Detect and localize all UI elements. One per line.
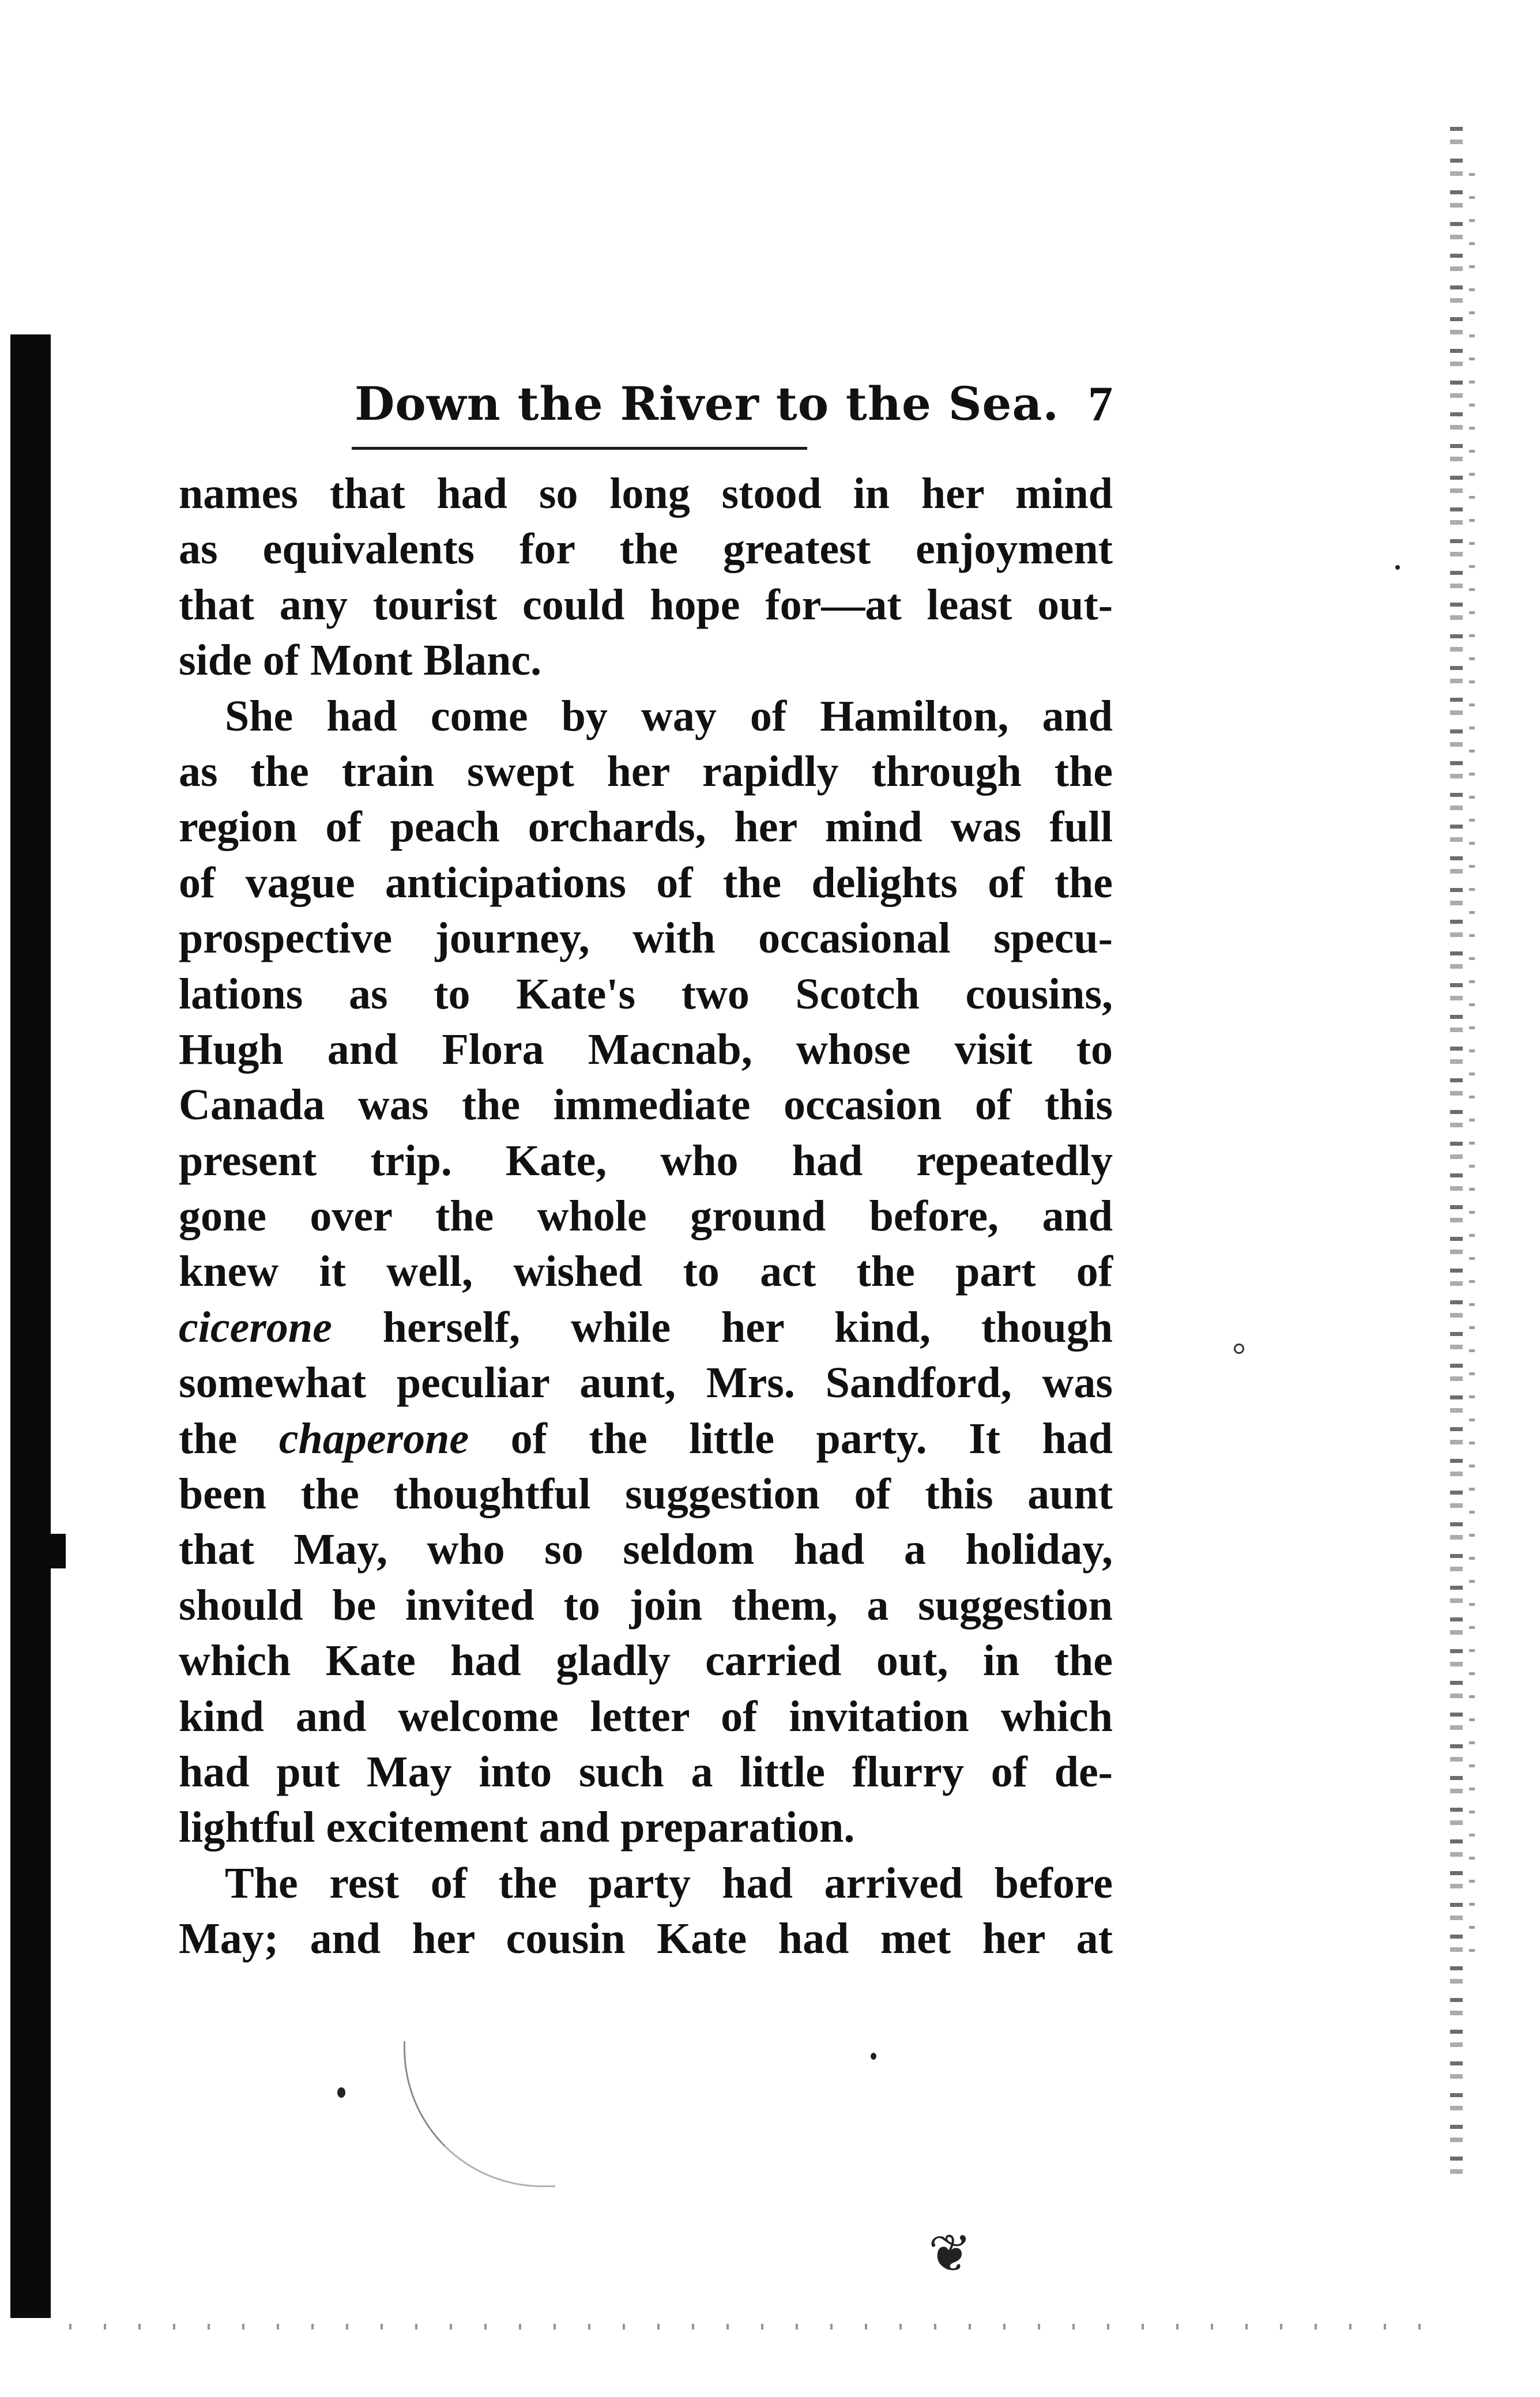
text-line: had put May into such a little flurry of de- <box>179 1747 1113 1796</box>
header-rule <box>352 447 807 450</box>
text-line-with-italic <box>179 1411 1113 1466</box>
text-fragment: herself, while her kind, though <box>382 1303 1113 1352</box>
footer-ornament: ❦ <box>928 2226 972 2283</box>
ink-speck <box>871 2053 876 2060</box>
page-number: 7 <box>1088 376 1113 431</box>
text-line: gone over the whole ground before, and <box>179 1192 1113 1241</box>
text-line: as equivalents for the greatest enjoyment <box>179 525 1113 574</box>
text-line: lightful excitement and preparation. <box>179 1803 855 1852</box>
text-line: of vague anticipations of the delights of the <box>179 858 1113 907</box>
text-line: The rest of the party had arrived before <box>225 1858 1113 1907</box>
text-line: present trip. Kate, who had repeatedly <box>179 1136 1113 1185</box>
text-line: that any tourist could hope for—at least out- <box>179 580 1113 629</box>
running-header <box>179 363 1113 444</box>
text-fragment: the <box>179 1414 238 1463</box>
text-line: which Kate had gladly carried out, in the <box>179 1636 1113 1685</box>
page-edge-marks-secondary <box>1469 173 1475 1961</box>
text-line: that May, who so seldom had a holiday, <box>179 1525 1113 1574</box>
text-fragment: of the little party. It had <box>510 1414 1113 1463</box>
text-line: Canada was the immediate occasion of this <box>179 1081 1113 1130</box>
text-line: May; and her cousin Kate had met her at <box>179 1914 1113 1963</box>
text-line: side of Mont Blanc. <box>179 636 542 685</box>
ink-speck <box>337 2087 345 2098</box>
italic-word: cicerone <box>179 1303 332 1352</box>
text-line: prospective journey, with occasional specu- <box>179 914 1113 963</box>
text-line: lations as to Kate's two Scotch cousins, <box>179 969 1113 1018</box>
ink-speck <box>1234 1344 1244 1354</box>
italic-word: chaperone <box>278 1414 469 1463</box>
text-line: kind and welcome letter of invitation which <box>179 1692 1113 1741</box>
ink-speck <box>1395 565 1400 570</box>
text-line: names that had so long stood in her mind <box>179 469 1113 518</box>
bottom-edge-marks <box>69 2324 1424 2330</box>
text-line: somewhat peculiar aunt, Mrs. Sandford, was <box>179 1359 1113 1408</box>
text-line: been the thoughtful suggestion of this aunt <box>179 1470 1113 1519</box>
text-line: as the train swept her rapidly through the <box>179 747 1113 796</box>
text-line: Hugh and Flora Macnab, whose visit to <box>179 1025 1113 1074</box>
running-title: Down the River to the Sea. <box>355 377 1060 431</box>
text-line-with-italic <box>179 1300 1113 1355</box>
text-line: She had come by way of Hamilton, and <box>225 691 1113 740</box>
text-line: knew it well, wished to act the part of <box>179 1247 1113 1296</box>
text-line: should be invited to join them, a suggestion <box>179 1581 1113 1630</box>
body-text <box>179 466 1113 1967</box>
binding-edge <box>10 334 51 2318</box>
text-line: region of peach orchards, her mind was full <box>179 803 1113 852</box>
binding-notch <box>50 1534 66 1568</box>
page-edge-marks <box>1450 127 1463 2180</box>
stray-pencil-mark <box>404 2041 555 2187</box>
